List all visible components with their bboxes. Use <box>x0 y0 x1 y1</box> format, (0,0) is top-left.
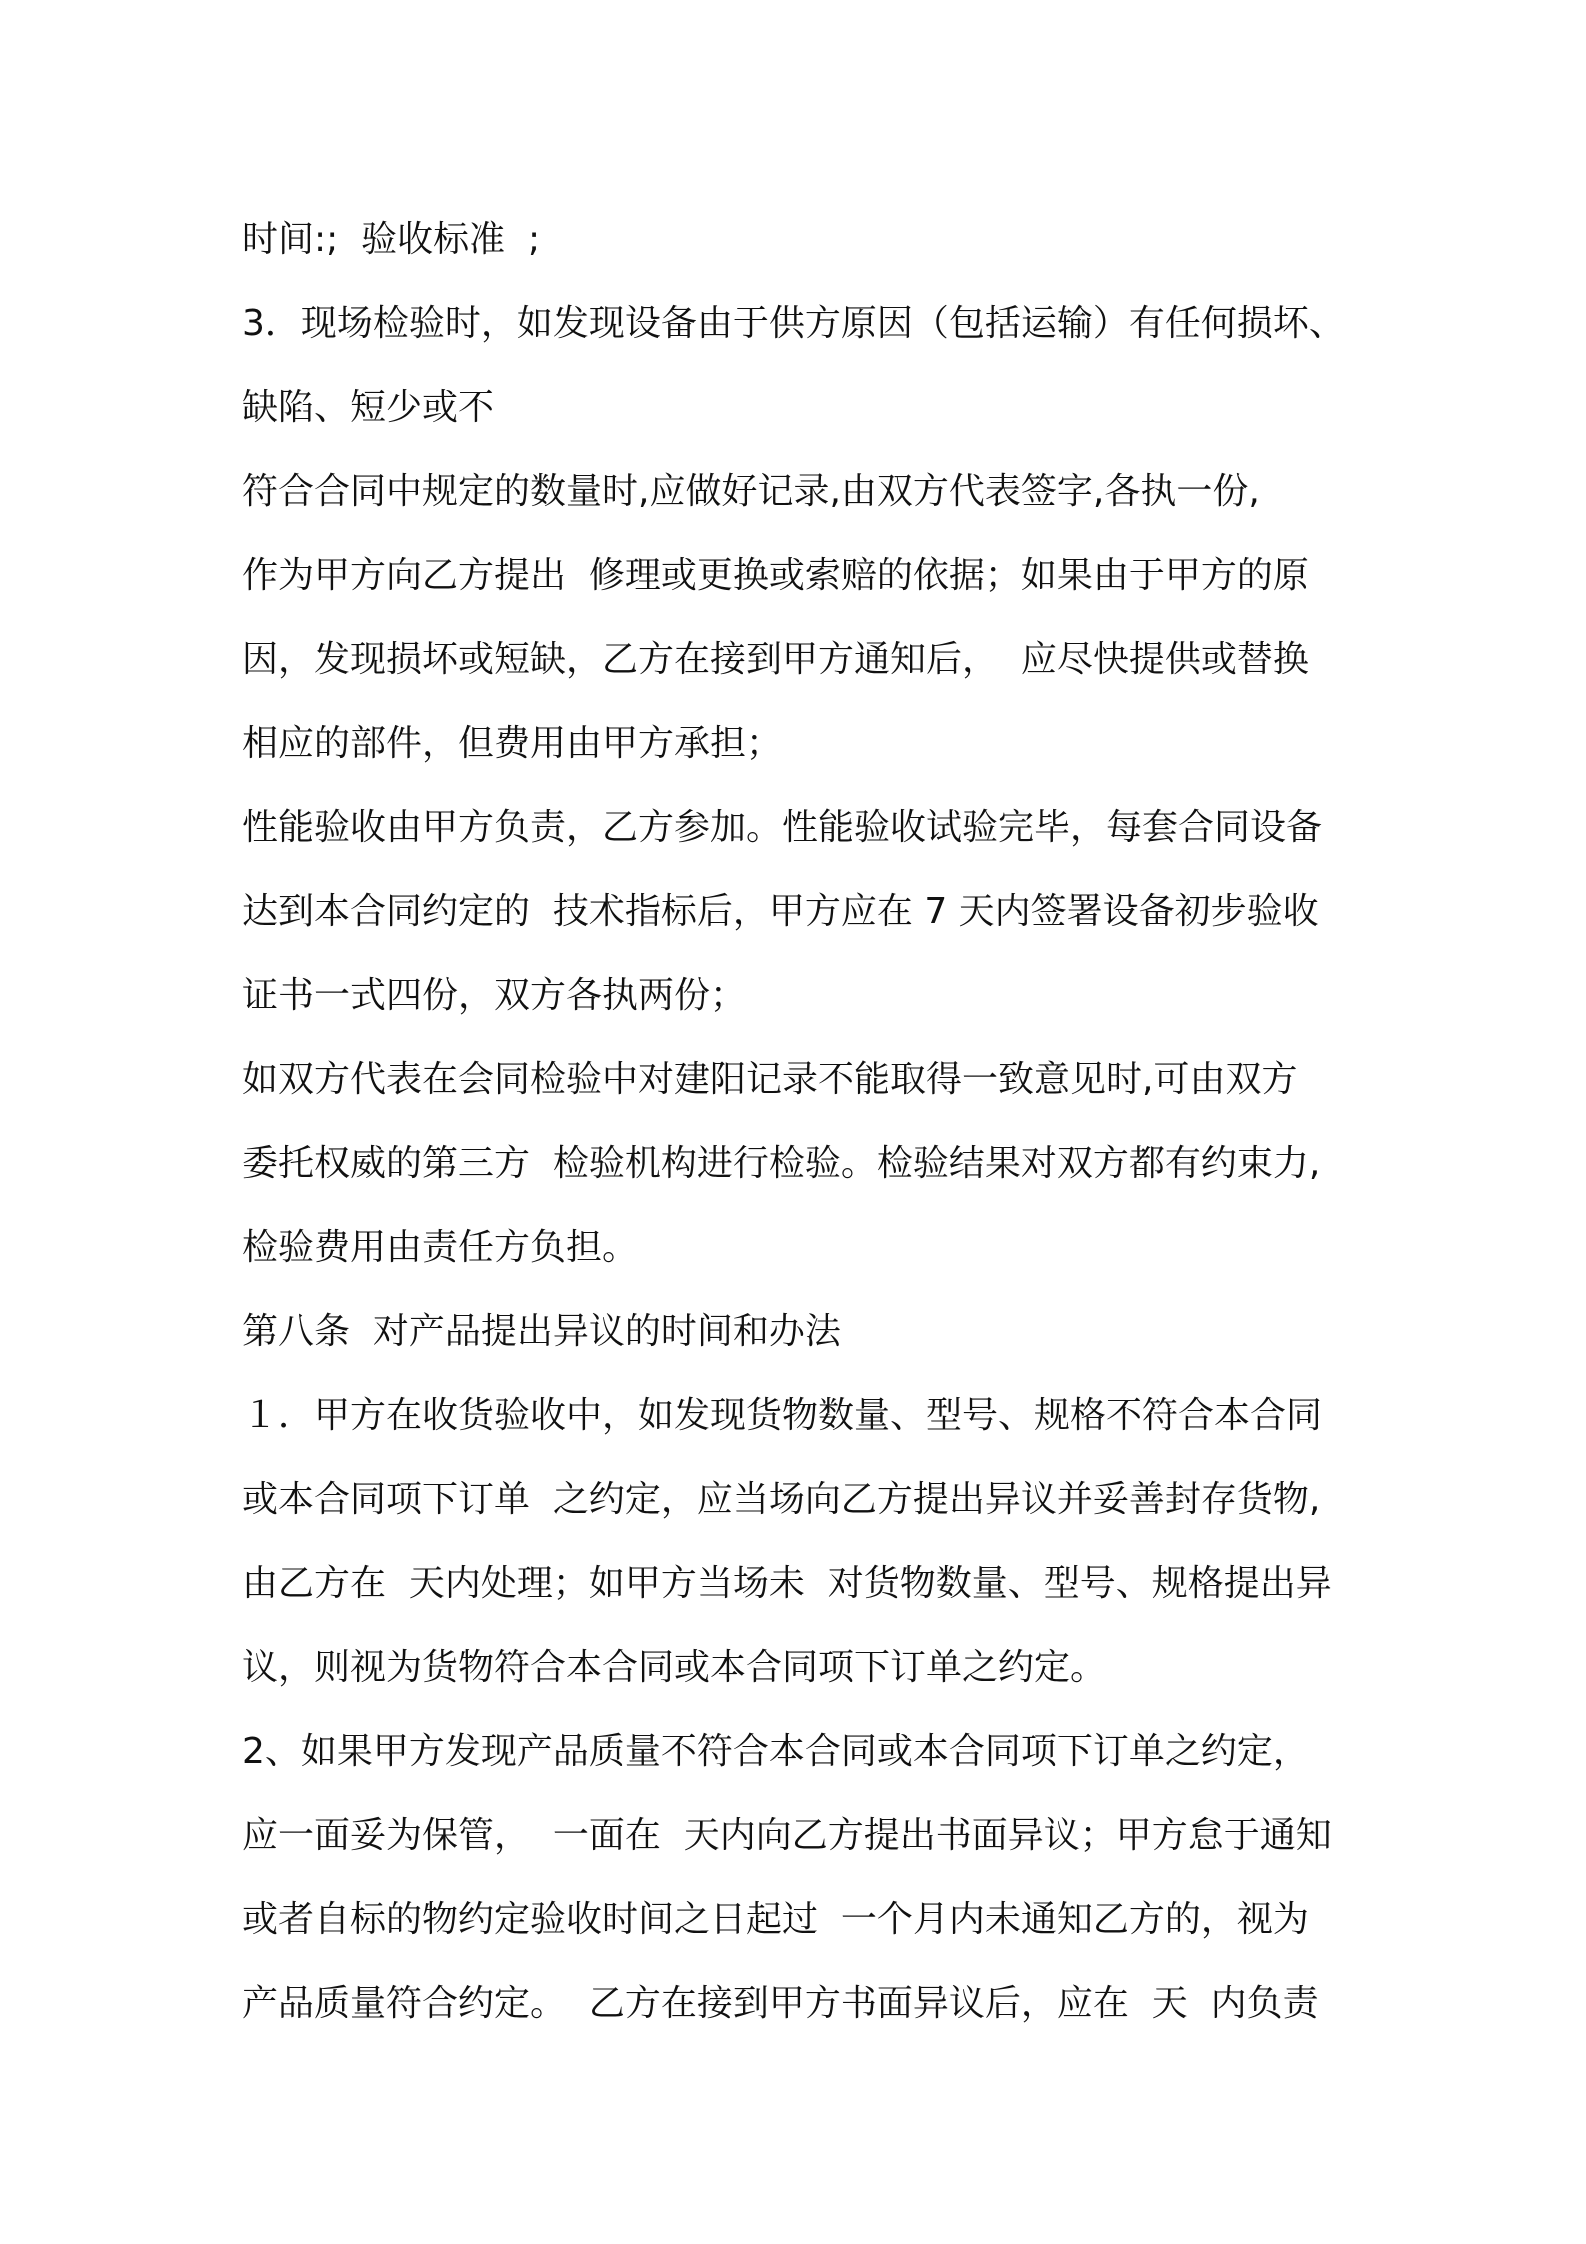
text-line: １．甲方在收货验收中，如发现货物数量、型号、规格不符合本合同 <box>242 1395 1323 1436</box>
text-line: 缺陷、短少或不 <box>242 387 495 428</box>
contract-text <box>242 198 1382 2046</box>
text-line: 相应的部件，但费用由甲方承担； <box>242 723 783 764</box>
text-line: 时间:; 验收标准 ; <box>242 219 541 260</box>
text-line: 委托权威的第三方 检验机构进行检验。检验结果对双方都有约束力, <box>242 1143 1321 1184</box>
text-line: 产品质量符合约定。 乙方在接到甲方书面异议后，应在 天 内负责 <box>242 1983 1319 2024</box>
text-line: 达到本合同约定的 技术指标后，甲方应在 7 天内签署设备初步验收 <box>242 891 1319 932</box>
text-line: 检验费用由责任方负担。 <box>242 1227 639 1268</box>
text-line: 由乙方在 天内处理；如甲方当场未 对货物数量、型号、规格提出异 <box>242 1563 1332 1604</box>
text-line: 符合合同中规定的数量时,应做好记录,由双方代表签字,各执一份, <box>242 471 1260 512</box>
text-line: 2、如果甲方发现产品质量不符合本合同或本合同项下订单之约定， <box>242 1731 1309 1772</box>
text-line: 证书一式四份，双方各执两份； <box>242 975 747 1016</box>
text-line: 如双方代表在会同检验中对建阳记录不能取得一致意见时,可由双方 <box>242 1059 1298 1100</box>
text-line: 或本合同项下订单 之约定，应当场向乙方提出异议并妥善封存货物, <box>242 1479 1321 1520</box>
text-line: 议，则视为货物符合本合同或本合同项下订单之约定。 <box>242 1647 1107 1688</box>
text-line: 因，发现损坏或短缺，乙方在接到甲方通知后， 应尽快提供或替换 <box>242 639 1309 680</box>
text-line: 3．现场检验时，如发现设备由于供方原因（包括运输）有任何损坏、 <box>242 303 1345 344</box>
text-line: 应一面妥为保管， 一面在 天内向乙方提出书面异议；甲方怠于通知 <box>242 1815 1332 1856</box>
text-line: 性能验收由甲方负责，乙方参加。性能验收试验完毕，每套合同设备 <box>242 807 1323 848</box>
text-line: 作为甲方向乙方提出 修理或更换或索赔的依据；如果由于甲方的原 <box>242 555 1309 596</box>
article-heading: 第八条 对产品提出异议的时间和办法 <box>242 1311 841 1352</box>
text-line: 或者自标的物约定验收时间之日起过 一个月内未通知乙方的，视为 <box>242 1899 1309 1940</box>
